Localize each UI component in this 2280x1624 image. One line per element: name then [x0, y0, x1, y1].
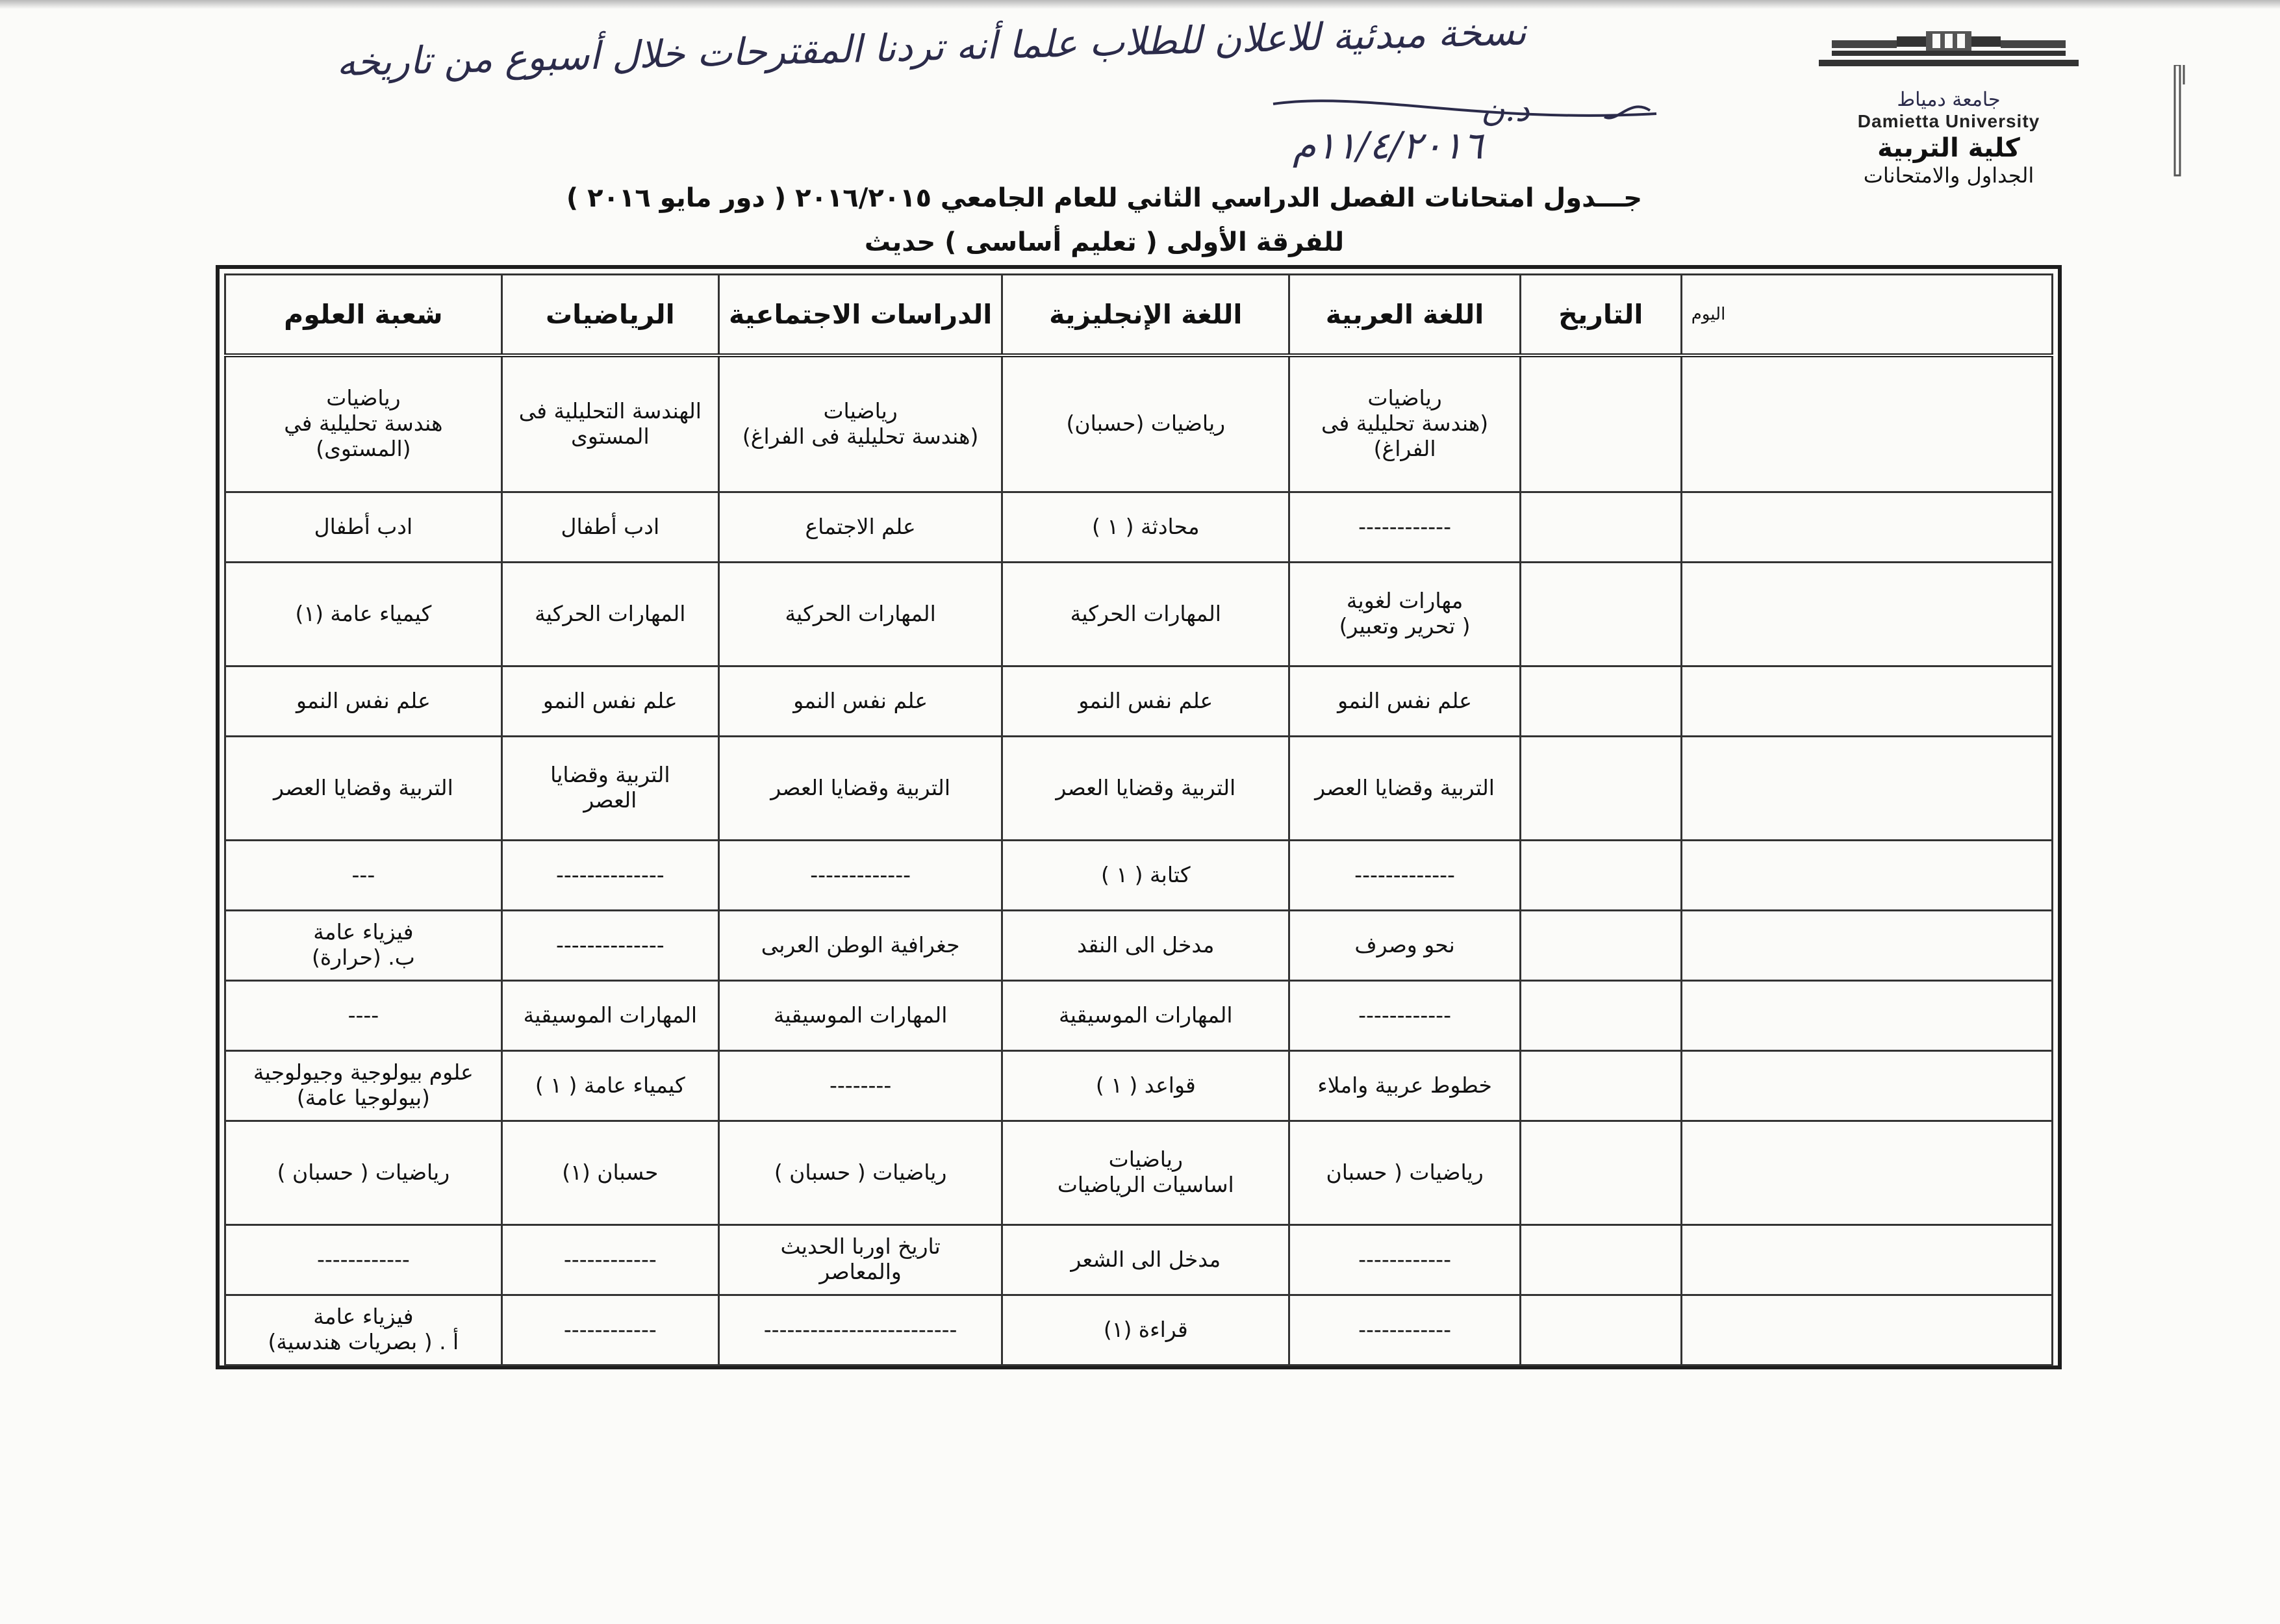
schedule-title: جـــدول امتحانات الفصل الدراسي الثاني للعام الجامعي ٢٠١٦/٢٠١٥ ( دور مايو ٢٠١٦ )	[566, 183, 1643, 213]
cell-date	[1520, 840, 1681, 910]
column-header-social: الدراسات الاجتماعية	[718, 275, 1002, 356]
cell-day	[1681, 1121, 2052, 1224]
column-header-english: اللغة الإنجليزية	[1002, 275, 1289, 356]
column-header-arabic: اللغة العربية	[1289, 275, 1521, 356]
table-row	[225, 840, 2053, 910]
cell-day	[1681, 492, 2052, 562]
cell-science: فيزياء عامة ب. (حرارة)	[225, 910, 502, 980]
cell-math: علم نفس النمو	[501, 666, 718, 736]
cell-english: التربية وقضايا العصر	[1002, 736, 1289, 840]
faculty-name: كلية التربية	[1877, 133, 2020, 163]
cell-date	[1520, 492, 1681, 562]
cell-social: المهارات الحركية	[718, 562, 1002, 666]
table-row	[225, 910, 2053, 980]
cell-day	[1681, 840, 2052, 910]
column-header-science: شعبة العلوم	[225, 275, 502, 356]
table-row	[225, 1224, 2053, 1295]
cell-arabic: رياضيات ( حسبان	[1289, 1121, 1521, 1224]
handwritten-date: ١١/٤/٢٠١٦م	[1293, 123, 1484, 168]
cell-day	[1681, 1050, 2052, 1121]
column-header-day: اليوم	[1681, 275, 2052, 356]
cell-day	[1681, 1295, 2052, 1365]
cell-arabic: مهارات لغوية ( تحرير وتعبير)	[1289, 562, 1521, 666]
table-row	[225, 1295, 2053, 1365]
cell-date	[1520, 910, 1681, 980]
cell-day	[1681, 355, 2052, 492]
cell-arabic: علم نفس النمو	[1289, 666, 1521, 736]
cell-social: -------------------------	[718, 1295, 1002, 1365]
cell-day	[1681, 562, 2052, 666]
cell-date	[1520, 1295, 1681, 1365]
cell-english: مدخل الى الشعر	[1002, 1224, 1289, 1295]
cell-english: قراءة (١)	[1002, 1295, 1289, 1365]
cell-social: --------	[718, 1050, 1002, 1121]
cell-arabic: نحو وصرف	[1289, 910, 1521, 980]
cell-math: التربية وقضايا العصر	[501, 736, 718, 840]
cell-date	[1520, 562, 1681, 666]
table-row	[225, 1121, 2053, 1224]
cell-math: ------------	[501, 1224, 718, 1295]
cell-math: ادب أطفال	[501, 492, 718, 562]
cell-day	[1681, 910, 2052, 980]
cell-date	[1520, 1121, 1681, 1224]
cell-english: رياضيات (حسبان)	[1002, 355, 1289, 492]
cell-social: رياضيات (هندسة تحليلية فى الفراغ)	[718, 355, 1002, 492]
cell-arabic: رياضيات (هندسة تحليلية فى الفراغ)	[1289, 355, 1521, 492]
cell-science: ---	[225, 840, 502, 910]
cell-science: رياضيات ( حسبان )	[225, 1121, 502, 1224]
cell-social: تاريخ اوربا الحديث والمعاصر	[718, 1224, 1002, 1295]
cell-arabic: التربية وقضايا العصر	[1289, 736, 1521, 840]
cell-english: علم نفس النمو	[1002, 666, 1289, 736]
cell-date	[1520, 666, 1681, 736]
department-name: الجداول والامتحانات	[1863, 163, 2034, 188]
cell-social: علم الاجتماع	[718, 492, 1002, 562]
exam-schedule-table-frame	[216, 265, 2062, 1369]
cell-english: مدخل الى النقد	[1002, 910, 1289, 980]
cell-english: محادثة ( ١ )	[1002, 492, 1289, 562]
table-row	[225, 736, 2053, 840]
cell-science: رياضيات هندسة تحليلية في (المستوى)	[225, 355, 502, 492]
cell-math: كيمياء عامة ( ١ )	[501, 1050, 718, 1121]
cell-social: علم نفس النمو	[718, 666, 1002, 736]
exam-schedule-table	[224, 273, 2053, 1366]
cell-math: الهندسة التحليلية فى المستوى	[501, 355, 718, 492]
table-row	[225, 666, 2053, 736]
cell-date	[1520, 736, 1681, 840]
cell-math: المهارات الحركية	[501, 562, 718, 666]
university-logo	[1806, 31, 2092, 187]
table-row	[225, 980, 2053, 1050]
handwritten-note: نسخة مبدئية للاعلان للطلاب علما أنه تردنا المقترحات خلال أسبوع من تاريخه	[336, 9, 1527, 85]
cell-arabic: ------------	[1289, 1295, 1521, 1365]
cell-day	[1681, 980, 2052, 1050]
university-name-en: Damietta University	[1857, 111, 2040, 131]
table-row	[225, 355, 2053, 492]
column-header-date: التاريخ	[1520, 275, 1681, 356]
cell-day	[1681, 1224, 2052, 1295]
cell-english: المهارات الحركية	[1002, 562, 1289, 666]
pen-mark-icon	[2170, 65, 2189, 182]
cell-science: ----	[225, 980, 502, 1050]
scan-edge	[0, 0, 2280, 9]
cell-science: ------------	[225, 1224, 502, 1295]
cell-science: التربية وقضايا العصر	[225, 736, 502, 840]
cell-social: المهارات الموسيقية	[718, 980, 1002, 1050]
cell-day	[1681, 666, 2052, 736]
cell-social: رياضيات ( حسبان )	[718, 1121, 1002, 1224]
cell-social: جغرافية الوطن العربى	[718, 910, 1002, 980]
table-row	[225, 562, 2053, 666]
cell-arabic: ------------	[1289, 1224, 1521, 1295]
university-name-ar: جامعة دمياط	[1897, 88, 2001, 111]
cell-math: ------------	[501, 1295, 718, 1365]
cell-math: حسبان (١)	[501, 1121, 718, 1224]
cell-science: ادب أطفال	[225, 492, 502, 562]
cell-date	[1520, 980, 1681, 1050]
cell-arabic: خطوط عربية واملاء	[1289, 1050, 1521, 1121]
table-header-row	[225, 275, 2053, 356]
cell-arabic: -------------	[1289, 840, 1521, 910]
cell-day	[1681, 736, 2052, 840]
cell-english: قواعد ( ١ )	[1002, 1050, 1289, 1121]
cell-date	[1520, 1224, 1681, 1295]
cell-math: --------------	[501, 910, 718, 980]
cell-date	[1520, 355, 1681, 492]
schedule-subtitle: للفرقة الأولى ( تعليم أساسى ) حديث	[864, 227, 1345, 257]
cell-arabic: ------------	[1289, 980, 1521, 1050]
handwritten-signature: د.ن	[1481, 91, 1530, 129]
cell-science: علم نفس النمو	[225, 666, 502, 736]
cell-science: كيمياء عامة (١)	[225, 562, 502, 666]
table-row	[225, 1050, 2053, 1121]
cell-science: فيزياء عامة أ . ( بصريات هندسية)	[225, 1295, 502, 1365]
cell-social: -------------	[718, 840, 1002, 910]
cell-math: المهارات الموسيقية	[501, 980, 718, 1050]
cell-english: رياضيات اساسيات الرياضيات	[1002, 1121, 1289, 1224]
cell-date	[1520, 1050, 1681, 1121]
table-row	[225, 492, 2053, 562]
cell-science: علوم بيولوجية وجيولوجية (بيولوجيا عامة)	[225, 1050, 502, 1121]
cell-arabic: ------------	[1289, 492, 1521, 562]
cell-english: كتابة ( ١ )	[1002, 840, 1289, 910]
column-header-math: الرياضيات	[501, 275, 718, 356]
cell-english: المهارات الموسيقية	[1002, 980, 1289, 1050]
cell-math: --------------	[501, 840, 718, 910]
cell-social: التربية وقضايا العصر	[718, 736, 1002, 840]
university-building-icon	[1806, 31, 2092, 94]
